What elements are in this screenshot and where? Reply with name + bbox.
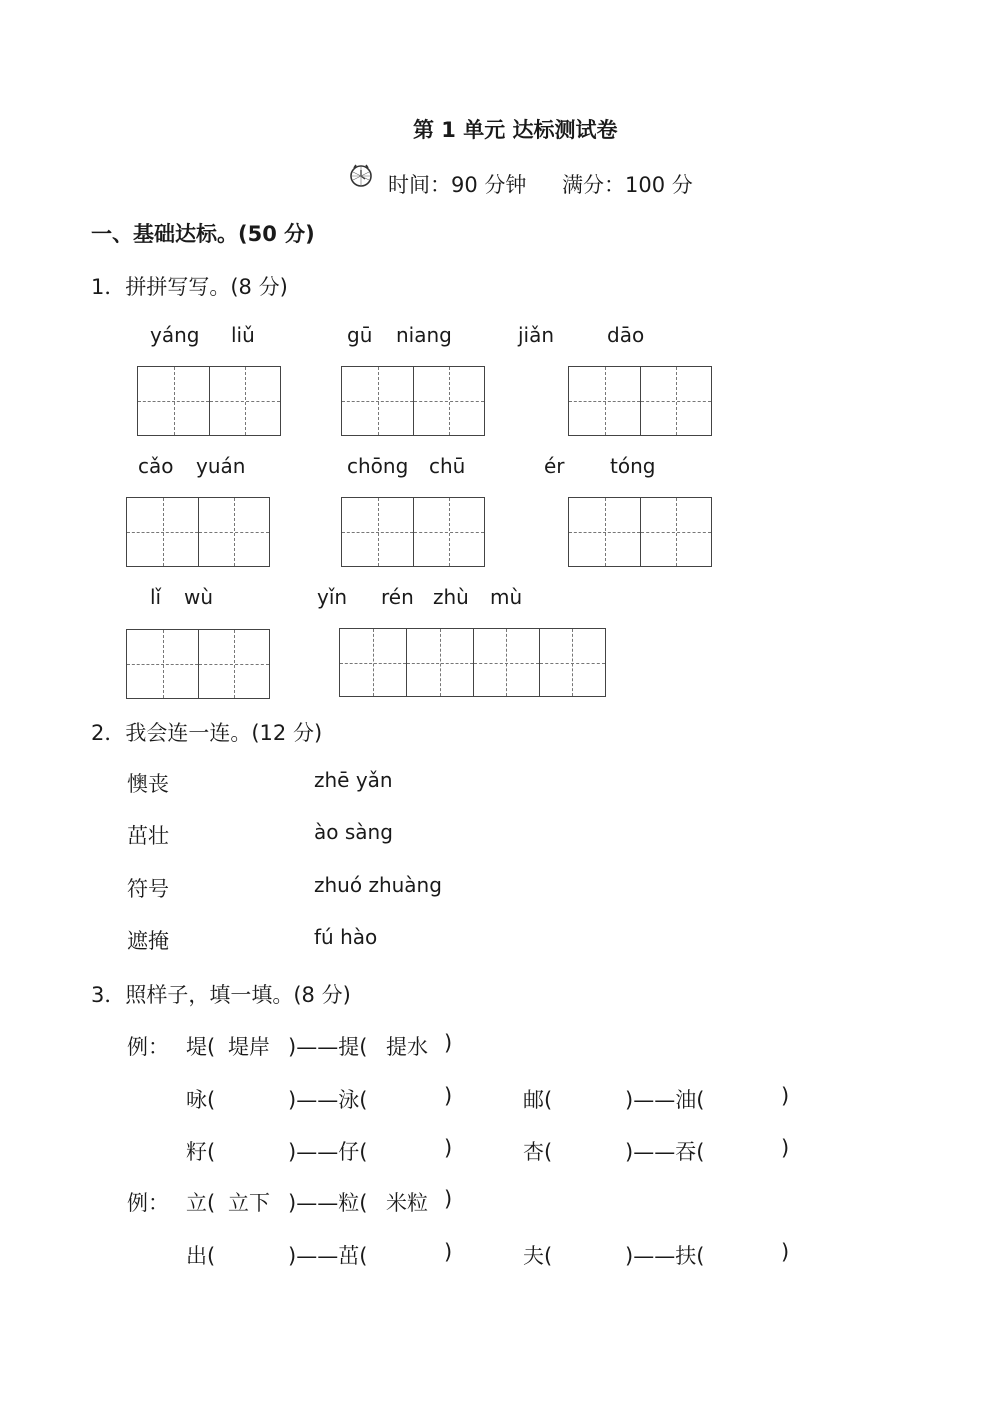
pinyin: chōng bbox=[347, 454, 409, 478]
example-answer: 立下 bbox=[228, 1191, 270, 1215]
pinyin: zhù bbox=[433, 585, 469, 609]
writing-cell[interactable] bbox=[342, 367, 413, 435]
pinyin: cǎo bbox=[138, 454, 174, 478]
page-title: 第 1 单元 达标测试卷 bbox=[413, 118, 618, 142]
writing-cell[interactable] bbox=[198, 630, 269, 698]
pinyin: yuán bbox=[196, 454, 246, 478]
pinyin: niang bbox=[396, 323, 452, 347]
bracket: ) bbox=[444, 1136, 453, 1160]
writing-cell[interactable] bbox=[569, 498, 640, 566]
match-word[interactable]: 遮掩 bbox=[127, 929, 169, 953]
writing-cell[interactable] bbox=[473, 629, 539, 696]
bracket: ) bbox=[781, 1136, 790, 1160]
fill-char: 邮( bbox=[523, 1088, 553, 1112]
pinyin: jiǎn bbox=[518, 323, 555, 347]
writing-cell[interactable] bbox=[413, 498, 484, 566]
fill-char: 出( bbox=[186, 1244, 216, 1268]
match-word[interactable]: 懊丧 bbox=[127, 772, 169, 796]
section-heading: 一、基础达标。(50 分) bbox=[91, 222, 315, 246]
time-limit: 时间：90 分钟 bbox=[388, 173, 527, 197]
writing-grid[interactable] bbox=[568, 366, 712, 436]
writing-cell[interactable] bbox=[198, 498, 269, 566]
bracket: ) bbox=[444, 1084, 453, 1108]
pinyin: liǔ bbox=[231, 323, 255, 347]
question-3-title: 3．照样子，填一填。(8 分) bbox=[91, 983, 351, 1007]
match-pinyin[interactable]: zhuó zhuàng bbox=[314, 873, 442, 897]
fill-char: )——仔( bbox=[288, 1140, 368, 1164]
question-1-title: 1．拼拼写写。(8 分) bbox=[91, 275, 288, 299]
fill-char: 籽( bbox=[186, 1140, 216, 1164]
fill-char: 杏( bbox=[523, 1140, 553, 1164]
match-word[interactable]: 符号 bbox=[127, 877, 169, 901]
writing-grid[interactable] bbox=[568, 497, 712, 567]
pinyin: chū bbox=[429, 454, 466, 478]
writing-grid[interactable] bbox=[126, 497, 270, 567]
writing-cell[interactable] bbox=[413, 367, 484, 435]
fill-char: )——泳( bbox=[288, 1088, 368, 1112]
bracket: ) bbox=[444, 1187, 453, 1211]
writing-cell[interactable] bbox=[209, 367, 280, 435]
match-pinyin[interactable]: fú hào bbox=[314, 925, 378, 949]
writing-cell[interactable] bbox=[569, 367, 640, 435]
pinyin: wù bbox=[184, 585, 214, 609]
pinyin: yǐn bbox=[317, 585, 348, 609]
fill-char: )——油( bbox=[625, 1088, 705, 1112]
writing-cell[interactable] bbox=[640, 367, 711, 435]
example-label: 例： bbox=[127, 1035, 169, 1059]
pinyin: yáng bbox=[150, 323, 200, 347]
fill-char: 夫( bbox=[523, 1244, 553, 1268]
pinyin: rén bbox=[381, 585, 414, 609]
writing-grid[interactable] bbox=[126, 629, 270, 699]
example-label: 例： bbox=[127, 1191, 169, 1215]
full-score: 满分：100 分 bbox=[562, 173, 693, 197]
example-answer: 提水 bbox=[386, 1035, 428, 1059]
example-char: 堤( bbox=[186, 1035, 216, 1059]
fill-char: )——扶( bbox=[625, 1244, 705, 1268]
writing-cell[interactable] bbox=[127, 630, 198, 698]
clock-icon bbox=[346, 160, 376, 190]
bracket: ) bbox=[781, 1084, 790, 1108]
writing-cell[interactable] bbox=[127, 498, 198, 566]
writing-grid[interactable] bbox=[341, 497, 485, 567]
pinyin: ér bbox=[544, 454, 565, 478]
writing-cell[interactable] bbox=[406, 629, 472, 696]
pinyin: dāo bbox=[607, 323, 645, 347]
question-2-title: 2．我会连一连。(12 分) bbox=[91, 721, 323, 745]
pinyin: lǐ bbox=[150, 585, 162, 609]
example-answer: 堤岸 bbox=[228, 1035, 270, 1059]
writing-grid[interactable] bbox=[341, 366, 485, 436]
fill-char: 咏( bbox=[186, 1088, 216, 1112]
match-pinyin[interactable]: zhē yǎn bbox=[314, 768, 393, 792]
writing-cell[interactable] bbox=[640, 498, 711, 566]
writing-grid[interactable] bbox=[137, 366, 281, 436]
writing-cell[interactable] bbox=[340, 629, 406, 696]
bracket: ) bbox=[781, 1240, 790, 1264]
bracket: ) bbox=[444, 1031, 453, 1055]
writing-grid[interactable] bbox=[339, 628, 606, 697]
match-word[interactable]: 茁壮 bbox=[127, 824, 169, 848]
example-char: )——粒( bbox=[288, 1191, 368, 1215]
match-pinyin[interactable]: ào sàng bbox=[314, 820, 393, 844]
example-char: 立( bbox=[186, 1191, 216, 1215]
fill-char: )——吞( bbox=[625, 1140, 705, 1164]
fill-char: )——茁( bbox=[288, 1244, 368, 1268]
pinyin: gū bbox=[347, 323, 373, 347]
example-answer: 米粒 bbox=[386, 1191, 428, 1215]
example-char: )——提( bbox=[288, 1035, 368, 1059]
writing-cell[interactable] bbox=[539, 629, 605, 696]
pinyin: tóng bbox=[610, 454, 656, 478]
bracket: ) bbox=[444, 1240, 453, 1264]
writing-cell[interactable] bbox=[342, 498, 413, 566]
pinyin: mù bbox=[490, 585, 523, 609]
writing-cell[interactable] bbox=[138, 367, 209, 435]
